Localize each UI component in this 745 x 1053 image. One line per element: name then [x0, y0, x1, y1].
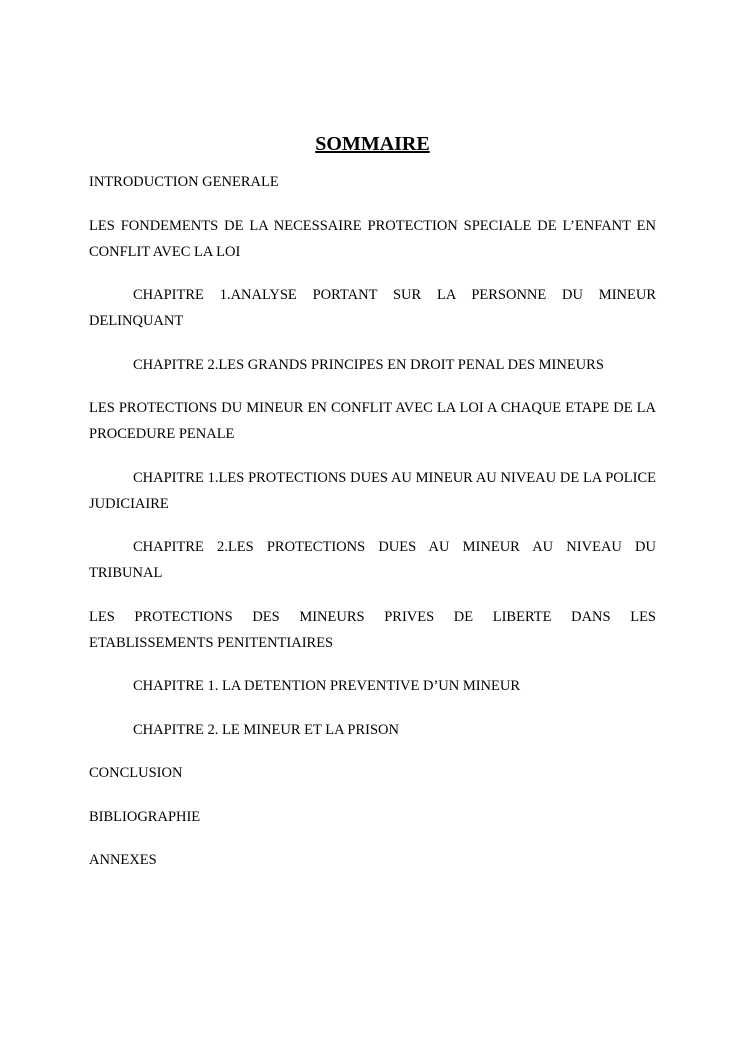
toc-entry-conclusion: CONCLUSION [89, 765, 183, 781]
toc-entry-part-3: LES PROTECTIONS DES MINEURS PRIVES DE LIBERTE DANS LES ETABLISSEMENTS PENITENTIAIRES [89, 608, 656, 651]
page-title: SOMMAIRE [315, 133, 430, 155]
toc-entry-part-1: LES FONDEMENTS DE LA NECESSAIRE PROTECTION SPECIALE DE L’ENFANT EN CONFLIT AVEC LA LOI [89, 217, 656, 260]
toc-entry-introduction: INTRODUCTION GENERALE [89, 174, 279, 190]
toc-entry-part-1-chapter-1: CHAPITRE 1.ANALYSE PORTANT SUR LA PERSONNE DU MINEUR DELINQUANT [89, 287, 656, 329]
toc-entry-part-2: LES PROTECTIONS DU MINEUR EN CONFLIT AVEC LA LOI A CHAQUE ETAPE DE LA PROCEDURE PENALE [89, 400, 656, 442]
toc-entry-annexes: ANNEXES [89, 852, 157, 868]
toc-entry-part-3-chapter-1: CHAPITRE 1. LA DETENTION PREVENTIVE D’UN MINEUR [133, 678, 521, 694]
toc-entry-part-3-chapter-2: CHAPITRE 2. LE MINEUR ET LA PRISON [133, 721, 399, 738]
toc-entry-part-2-chapter-2: CHAPITRE 2.LES PROTECTIONS DUES AU MINEUR AU NIVEAU DU TRIBUNAL [89, 539, 656, 581]
toc-entry-part-1-chapter-2: CHAPITRE 2.LES GRANDS PRINCIPES EN DROIT PENAL DES MINEURS [133, 356, 604, 373]
toc-entry-bibliography: BIBLIOGRAPHIE [89, 808, 201, 825]
toc-entry-part-2-chapter-1: CHAPITRE 1.LES PROTECTIONS DUES AU MINEUR AU NIVEAU DE LA POLICE JUDICIAIRE [89, 469, 656, 512]
table-of-contents [89, 169, 656, 873]
